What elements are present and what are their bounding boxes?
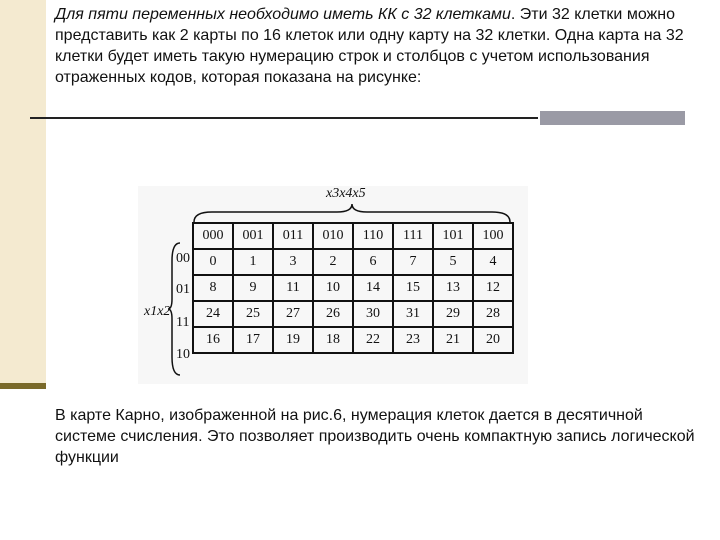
map-cell: 2: [313, 249, 353, 275]
column-header: 011: [273, 223, 313, 249]
column-brace: [192, 202, 512, 224]
map-cell: 7: [393, 249, 433, 275]
row-code-00: 00: [176, 251, 190, 266]
map-cell: 21: [433, 327, 473, 353]
map-cell: 14: [353, 275, 393, 301]
map-cell: 19: [273, 327, 313, 353]
map-cell: 31: [393, 301, 433, 327]
column-variables-label: x3x4x5: [326, 186, 366, 201]
row-code-10: 10: [176, 347, 190, 362]
map-cell: 16: [193, 327, 233, 353]
column-header: 111: [393, 223, 433, 249]
intro-paragraph: [55, 4, 695, 88]
map-cell: 22: [353, 327, 393, 353]
map-cell: 23: [393, 327, 433, 353]
column-header: 101: [433, 223, 473, 249]
side-decoration: [0, 0, 46, 383]
map-cell: 26: [313, 301, 353, 327]
row-variables-label: x1x2: [144, 304, 171, 319]
map-cell: 29: [433, 301, 473, 327]
column-header-row: [193, 223, 513, 249]
map-cell: 11: [273, 275, 313, 301]
map-cell: 18: [313, 327, 353, 353]
side-decoration-notch: [0, 383, 46, 389]
map-cell: 27: [273, 301, 313, 327]
map-cell: 4: [473, 249, 513, 275]
row-code-01: 01: [176, 282, 190, 297]
karnaugh-map-table: [192, 222, 514, 354]
map-cell: 8: [193, 275, 233, 301]
map-cell: 1: [233, 249, 273, 275]
table-row: [193, 301, 513, 327]
table-row: [193, 275, 513, 301]
table-row: [193, 327, 513, 353]
map-cell: 13: [433, 275, 473, 301]
map-cell: 28: [473, 301, 513, 327]
map-cell: 3: [273, 249, 313, 275]
column-header: 001: [233, 223, 273, 249]
column-header: 010: [313, 223, 353, 249]
map-cell: 6: [353, 249, 393, 275]
map-cell: 30: [353, 301, 393, 327]
map-cell: 24: [193, 301, 233, 327]
map-cell: 10: [313, 275, 353, 301]
divider-line: [30, 117, 538, 119]
map-cell: 5: [433, 249, 473, 275]
divider-block: [540, 111, 685, 125]
table-row: [193, 249, 513, 275]
footer-paragraph: В карте Карно, изображенной на рис.6, нумерация клеток дается в десятичной системе счисления. Это позволяет производить очень компактную запись логической функции: [55, 407, 695, 466]
column-header: 110: [353, 223, 393, 249]
column-header: 100: [473, 223, 513, 249]
map-cell: 9: [233, 275, 273, 301]
intro-text: . Эти 32 клетки можно представить как 2 карты по 16 клеток или одну карту на 32 клетки. Одна карта на 32 клетки будет иметь такую нумерацию строк и столбцов с учетом использования отраженных кодов, которая показана на рисунке:: [55, 6, 684, 86]
map-cell: 12: [473, 275, 513, 301]
row-code-11: 11: [176, 315, 190, 330]
karnaugh-map-figure: [138, 186, 528, 384]
map-cell: 0: [193, 249, 233, 275]
map-cell: 15: [393, 275, 433, 301]
intro-italic: Для пяти переменных необходимо иметь КК с 32 клетками: [55, 6, 511, 23]
map-cell: 25: [233, 301, 273, 327]
map-cell: 17: [233, 327, 273, 353]
map-cell: 20: [473, 327, 513, 353]
column-header: 000: [193, 223, 233, 249]
